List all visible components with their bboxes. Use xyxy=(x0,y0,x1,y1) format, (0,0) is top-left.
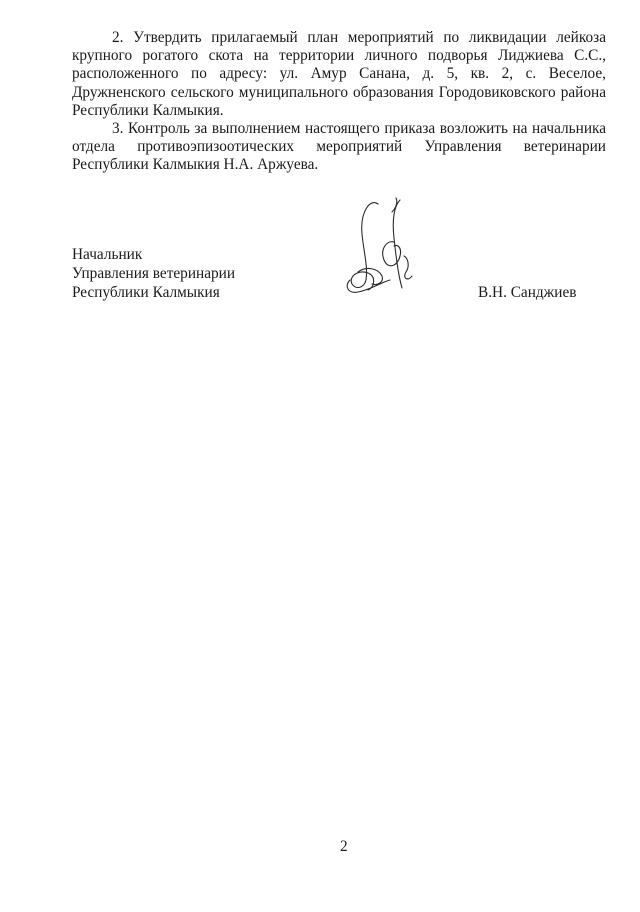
signatory-title xyxy=(72,246,235,303)
signatory-title-line: Начальник xyxy=(72,246,143,263)
signatory-name: В.Н. Санджиев xyxy=(478,284,577,301)
signatory-title-line: Управления ветеринарии xyxy=(72,265,236,282)
paragraph-2: 2. Утвердить прилагаемый план мероприятий по ликвидации лейкоза крупного рогатого скота на территории личного подворья Лиджиева С.С., расположенного по адресу: ул. Амур Санана, д. 5, кв. 2, с. Веселое, Дружненского сельского муниципального образования Городовиковского района Республики Калмыкия. xyxy=(72,29,606,119)
paragraph-3: 3. Контроль за выполнением настоящего приказа возложить на начальника отдела противоэпизоотических мероприятий Управления ветеринарии Республики Калмыкия Н.А. Аржуева. xyxy=(72,120,606,174)
page-number: 2 xyxy=(340,838,348,855)
handwritten-signature xyxy=(338,196,428,298)
signatory-title-line: Республики Калмыкия xyxy=(72,284,220,301)
